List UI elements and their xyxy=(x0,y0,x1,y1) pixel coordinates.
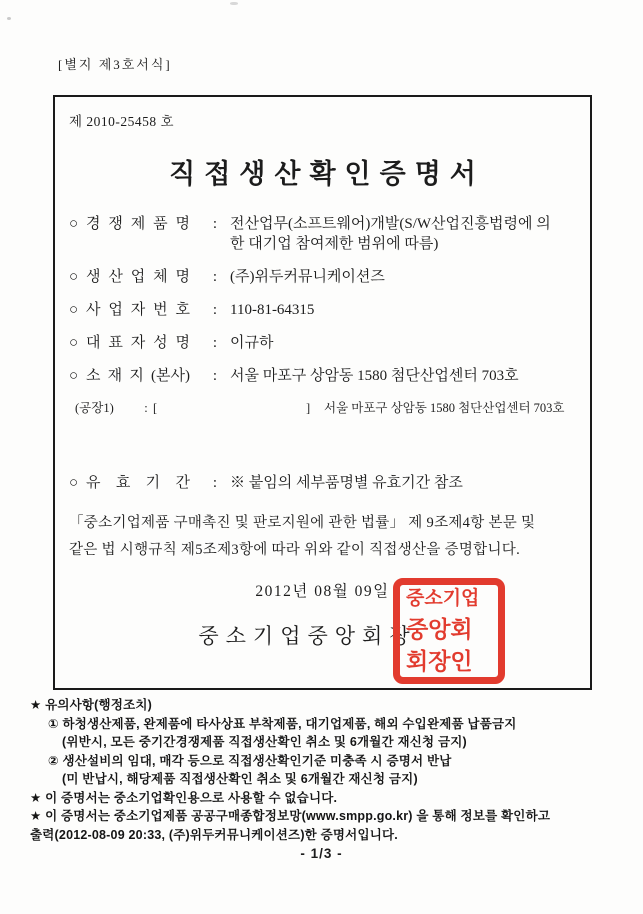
field-colon: : xyxy=(212,302,218,318)
field-value: (주)위두커뮤니케이션즈 xyxy=(230,269,385,285)
legal-statement-line: 「중소기업제품 구매촉진 및 판로지원에 관한 법률」 제 9조제4항 본문 및 xyxy=(69,515,536,531)
circle-bullet-icon: ○ xyxy=(69,475,79,491)
field-value: 서울 마포구 상암동 1580 첨단산업센터 703호 xyxy=(230,368,519,384)
notes-section xyxy=(30,696,634,844)
page-number: - 1/3 - xyxy=(300,846,343,861)
field-value: 110-81-64315 xyxy=(230,302,315,318)
official-seal-stamp xyxy=(393,578,505,684)
field-colon: : xyxy=(144,401,148,415)
field-value-line: 한 대기업 참여제한 범위에 따름) xyxy=(230,236,439,252)
issuer-name: 중소기업중앙회장 xyxy=(198,624,417,648)
field-label: 소 재 지 (본사) xyxy=(86,368,190,384)
form-note: [별지 제3호서식] xyxy=(58,57,172,72)
circle-bullet-icon: ○ xyxy=(69,368,79,384)
field-colon: : xyxy=(212,475,218,491)
field-value: 이규하 xyxy=(230,335,274,351)
field-colon: : xyxy=(212,368,218,384)
field-row-representative-name xyxy=(69,333,576,353)
bracket-blank xyxy=(163,399,306,417)
validity-value: ※ 붙임의 세부품명별 유효기간 참조 xyxy=(230,475,463,491)
circle-bullet-icon: ○ xyxy=(69,269,79,285)
document-number: 제 2010-25458 호 xyxy=(69,114,175,129)
note-line: ★ 이 증명서는 중소기업확인용으로 사용할 수 없습니다. xyxy=(30,790,338,805)
note-line: ② 생산설비의 임대, 매각 등으로 직접생산확인기준 미충족 시 증명서 반납 xyxy=(48,753,452,768)
bracket-open: [ xyxy=(153,401,158,415)
issue-date: 2012년 08월 09일 xyxy=(255,583,390,600)
field-row-producer-name xyxy=(69,267,576,287)
note-line: (미 반납시, 해당제품 직접생산확인 취소 및 6개월간 재신청 금지) xyxy=(62,772,418,786)
note-heading: ★ 유의사항(행정조치) xyxy=(30,698,153,712)
field-colon: : xyxy=(212,216,218,232)
circle-bullet-icon: ○ xyxy=(69,216,79,232)
field-label: 유 효 기 간 xyxy=(86,475,190,491)
stamp-row: 회장인 xyxy=(406,649,473,674)
field-label: 사 업 자 번 호 xyxy=(86,302,190,318)
field-label: 생 산 업 체 명 xyxy=(86,269,190,285)
field-colon: : xyxy=(212,269,218,285)
field-value-line: 전산업무(소프트웨어)개발(S/W산업진흥법령에 의 xyxy=(230,216,551,232)
note-line: (위반시, 모든 중기간경쟁제품 직접생산확인 취소 및 6개월간 재신청 금지) xyxy=(62,735,467,749)
legal-statement xyxy=(69,510,576,564)
field-label: 대 표 자 성 명 xyxy=(86,335,190,351)
stamp-row: 중앙회 xyxy=(406,616,473,642)
note-line: 출력(2012-08-09 20:33, (주)위두커뮤니케이션즈)한 증명서입니다. xyxy=(30,827,398,842)
note-line: ① 하청생산제품, 완제품에 타사상표 부착제품, 대기업제품, 해외 수입완제품 납품금지 xyxy=(48,716,517,731)
field-row-headquarters-address xyxy=(69,366,576,386)
scan-speck xyxy=(7,17,11,20)
field-label: 경 쟁 제 품 명 xyxy=(86,216,190,232)
circle-bullet-icon: ○ xyxy=(69,302,79,318)
legal-statement-line: 같은 법 시행규칙 제5조제3항에 따라 위와 같이 직접생산을 증명합니다. xyxy=(69,542,521,558)
factory-address-value: 서울 마포구 상암동 1580 첨단산업센터 703호 xyxy=(324,401,565,415)
field-row-validity-period xyxy=(69,473,576,493)
factory-label: (공장1) xyxy=(75,401,114,415)
note-line: ★ 이 증명서는 중소기업제품 공공구매종합정보망(www.smpp.go.kr) 을 통해 정보를 확인하고 xyxy=(30,809,551,823)
certificate-title: 직접생산확인증명서 xyxy=(169,159,485,189)
field-list xyxy=(69,214,576,386)
certificate-box xyxy=(53,95,592,690)
field-value xyxy=(230,214,576,254)
field-row-competing-product xyxy=(69,214,576,254)
circle-bullet-icon: ○ xyxy=(69,335,79,351)
bracket-close: ] xyxy=(306,401,311,415)
scan-speck xyxy=(230,2,238,5)
field-row-factory-address xyxy=(69,399,576,417)
field-colon: : xyxy=(212,335,218,351)
stamp-row: 중소기업 xyxy=(406,588,480,609)
field-row-business-number xyxy=(69,300,576,320)
